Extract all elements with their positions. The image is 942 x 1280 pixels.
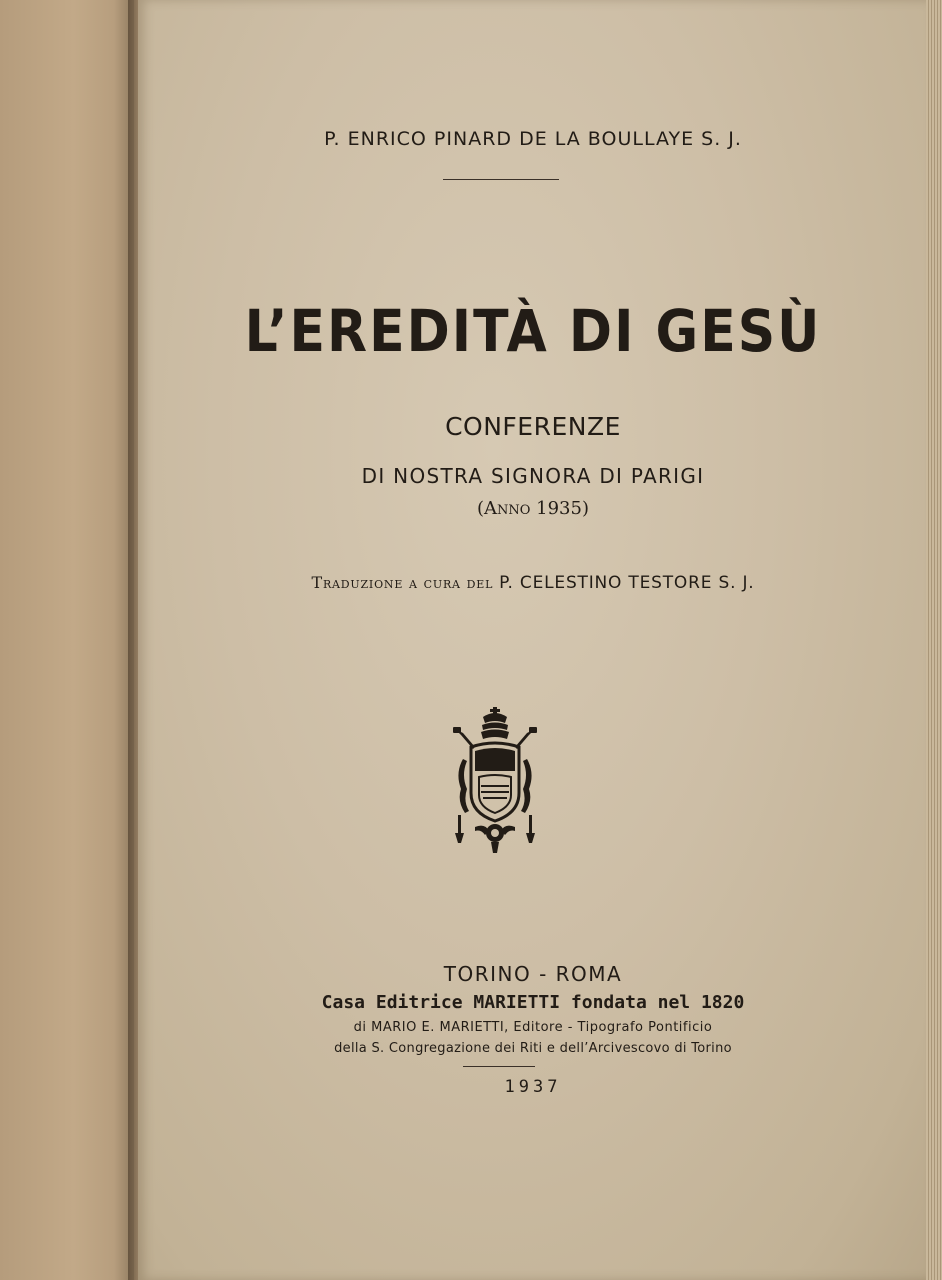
facing-page: [0, 0, 134, 1280]
imprint-city: TORINO - ROMA: [443, 962, 623, 986]
page-edges: [926, 0, 942, 1280]
title-page: [138, 0, 928, 1280]
year-note: (Anno 1935): [477, 498, 589, 519]
papal-emblem-icon: [445, 703, 545, 855]
divider-rule: [443, 179, 559, 180]
translator-name: P. CELESTINO TESTORE S. J.: [499, 573, 755, 593]
divider-rule-bottom: [463, 1066, 535, 1067]
series-line: DI NOSTRA SIGNORA DI PARIGI: [361, 464, 705, 488]
author-line: P. ENRICO PINARD DE LA BOULLAYE S. J.: [324, 128, 742, 150]
imprint-year: 1937: [504, 1077, 562, 1097]
translation-credit: [138, 573, 928, 593]
imprint-congregation: della S. Congregazione dei Riti e dell’Arcivescovo di Torino: [334, 1041, 732, 1056]
subtitle: CONFERENZE: [445, 412, 621, 441]
translation-prefix: Traduzione a cura del: [311, 573, 500, 592]
imprint-editor: di MARIO E. MARIETTI, Editore - Tipografo Pontificio: [353, 1020, 713, 1035]
book-title: L’EREDITÀ DI GESÙ: [244, 298, 822, 366]
imprint-publisher: Casa Editrice MARIETTI fondata nel 1820: [321, 992, 745, 1013]
